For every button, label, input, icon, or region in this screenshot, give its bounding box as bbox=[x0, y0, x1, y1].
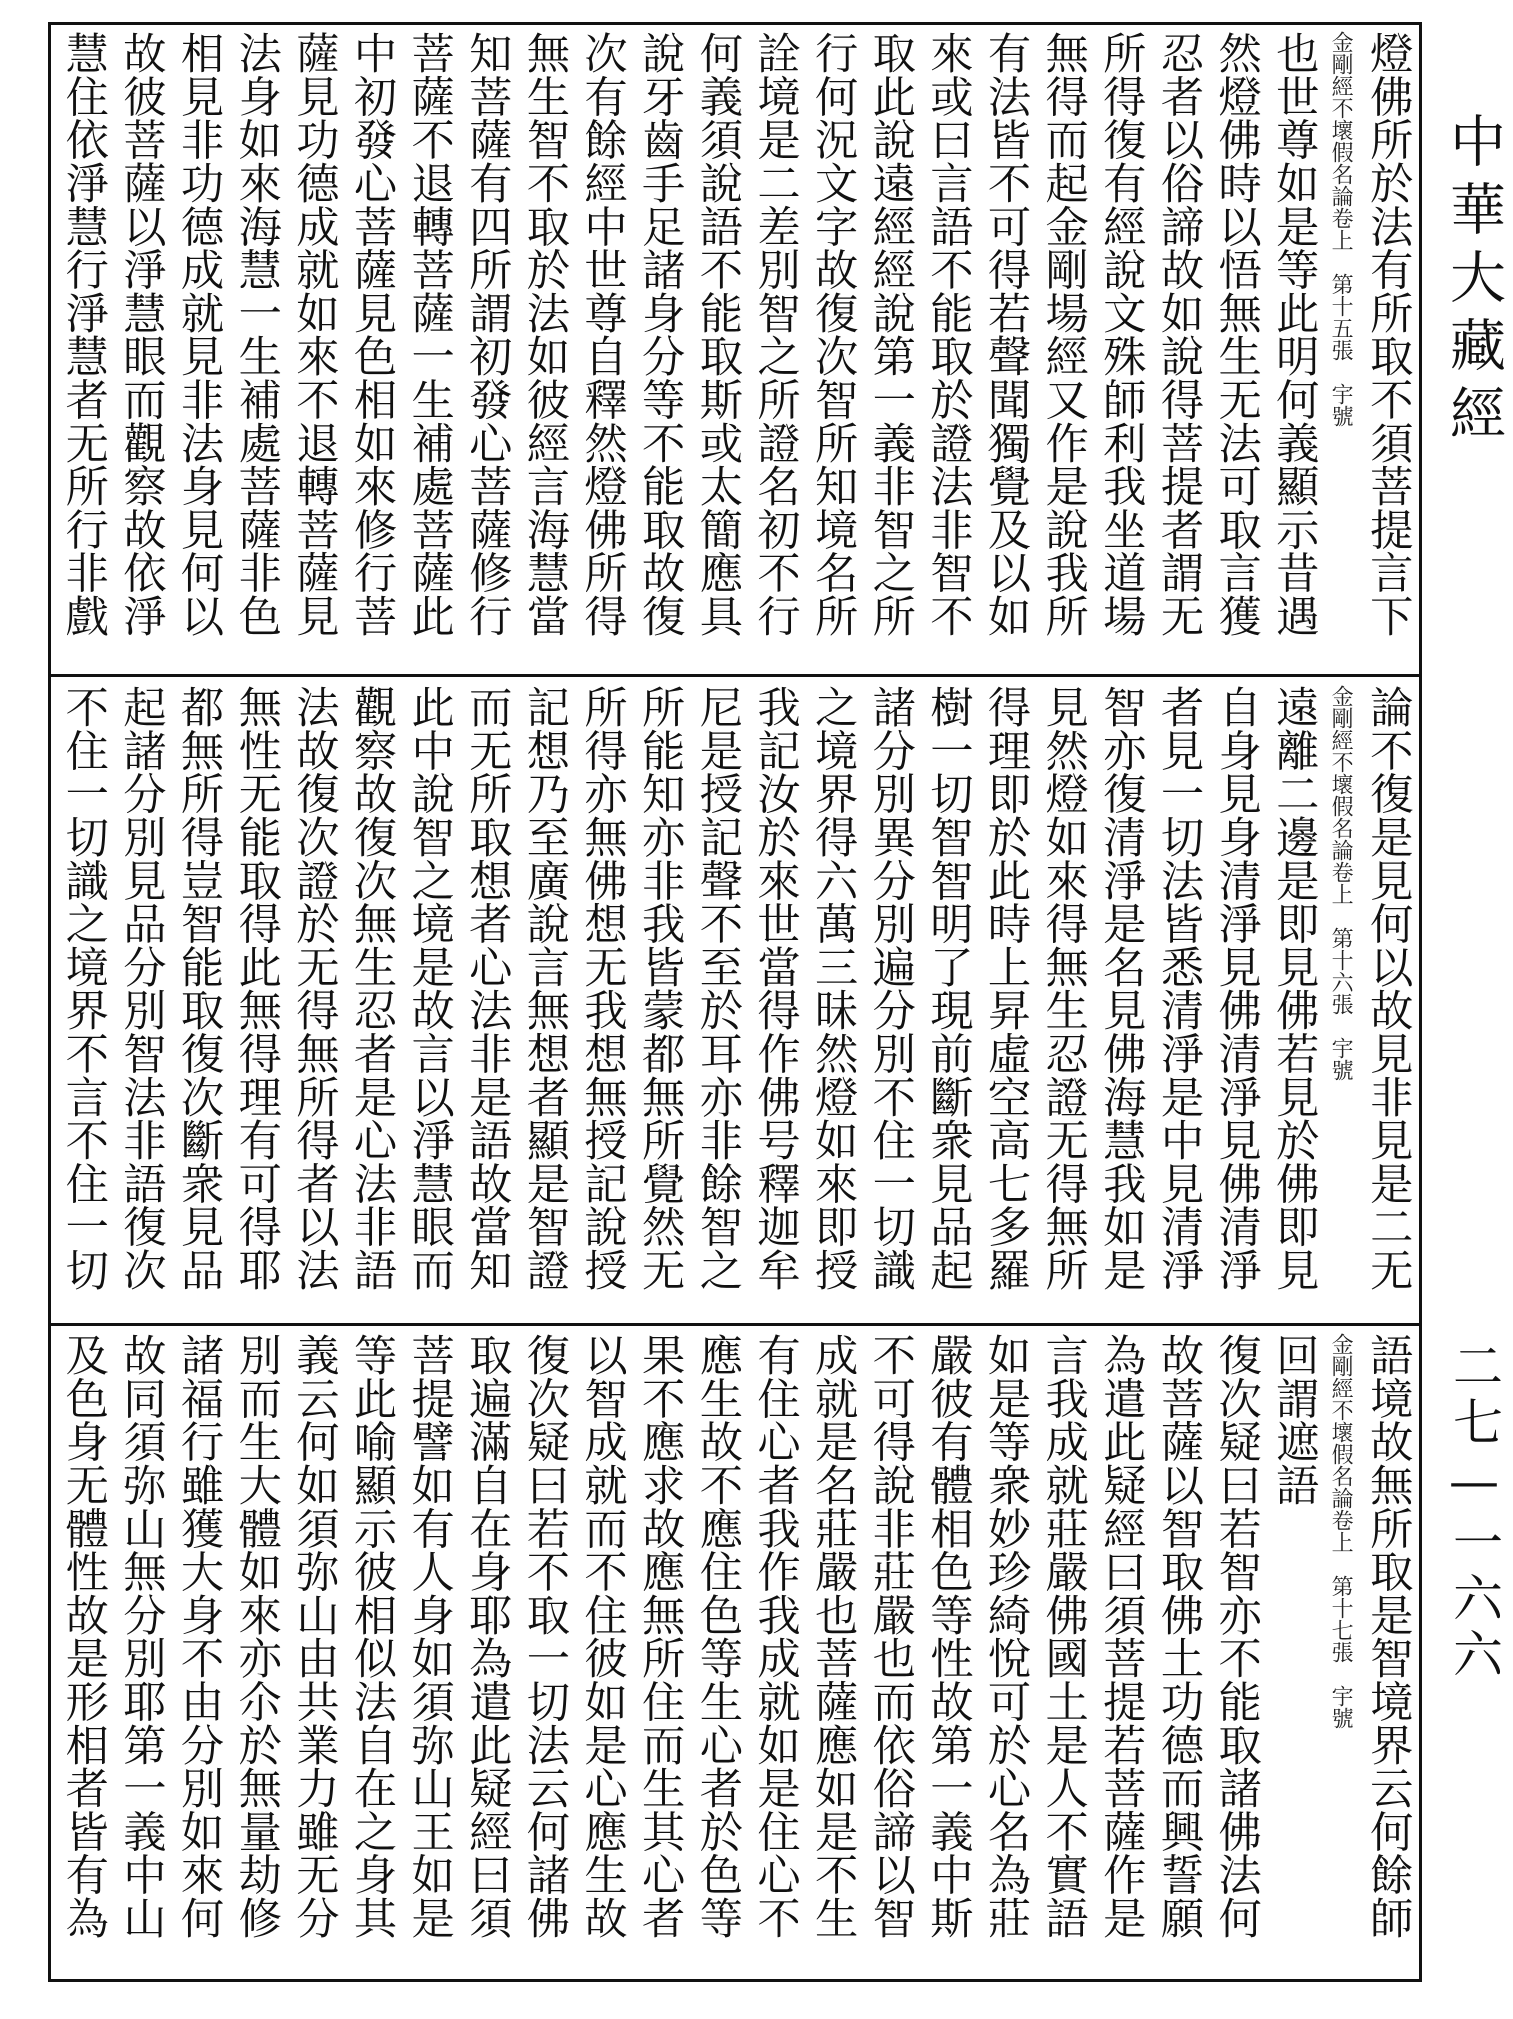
block-header: 金剛經不壞假名論卷上 第十七張 宇號 bbox=[1328, 1333, 1354, 1729]
text-column: 者見一切法皆悉清淨是中見清淨 bbox=[1153, 685, 1204, 1292]
page-number: 二七—一六六 bbox=[1445, 1340, 1503, 1684]
text-column: 記想乃至廣說言無想者顯是智證 bbox=[519, 685, 570, 1292]
text-column: 次有餘經中世尊自釋然燈佛所得 bbox=[577, 31, 628, 638]
text-column: 中初發心菩薩見色相如來修行菩 bbox=[346, 31, 397, 638]
text-column: 如是等衆妙珍綺悅可於心名為莊 bbox=[980, 1333, 1031, 1940]
text-column: 此中說智之境是故言以淨慧眼而 bbox=[404, 685, 455, 1292]
text-column: 所得亦無佛想无我想無授記說授 bbox=[577, 685, 628, 1292]
text-column: 之境界得六萬三昧然燈如來即授 bbox=[807, 685, 858, 1292]
text-column: 故同須弥山無分別耶第一義中山 bbox=[115, 1333, 166, 1940]
text-column: 為遣此疑經曰須菩提若菩薩作是 bbox=[1095, 1333, 1146, 1940]
register-divider-1 bbox=[51, 674, 1419, 677]
text-column: 詮境是二差別智之所證名初不行 bbox=[749, 31, 800, 638]
lower-register bbox=[51, 1333, 1419, 1973]
text-column: 有法皆不可得若聲聞獨覺及以如 bbox=[980, 31, 1031, 638]
text-column: 來或曰言語不能取於證法非智不 bbox=[922, 31, 973, 638]
text-column: 菩薩不退轉菩薩一生補處菩薩此 bbox=[404, 31, 455, 638]
text-column: 遠離二邊是即見佛若見於佛即見 bbox=[1268, 685, 1319, 1292]
text-column: 諸分別異分別遍分別不住一切識 bbox=[865, 685, 916, 1292]
text-column: 故菩薩以智取佛土功德而興誓願 bbox=[1153, 1333, 1204, 1940]
upper-register bbox=[51, 31, 1419, 671]
text-column: 取遍滿自在身耶為遣此疑經曰須 bbox=[461, 1333, 512, 1940]
text-column: 菩提譬如有人身如須弥山王如是 bbox=[404, 1333, 455, 1940]
text-column: 應生故不應住色等生心者於色等 bbox=[692, 1333, 743, 1940]
text-column: 也世尊如是等此明何義顯示昔遇 bbox=[1268, 31, 1319, 638]
text-column: 慧住依淨慧行淨慧者无所行非戲 bbox=[58, 31, 109, 638]
text-column: 樹一切智智明了現前斷衆見品起 bbox=[922, 685, 973, 1292]
text-column: 無性无能取得此無得理有可得耶 bbox=[231, 685, 282, 1292]
text-column: 等此喻顯示彼相似法自在之身其 bbox=[346, 1333, 397, 1940]
text-column: 說牙齒手足諸身分等不能取故復 bbox=[634, 31, 685, 638]
text-column: 諸福行雖獲大身不由分別如來何 bbox=[173, 1333, 224, 1940]
text-column: 果不應求故應無所住而生其心者 bbox=[634, 1333, 685, 1940]
text-column: 薩見功德成就如來不退轉菩薩見 bbox=[288, 31, 339, 638]
text-column: 及色身无體性故是形相者皆有為 bbox=[58, 1333, 109, 1940]
text-column: 語境故無所取是智境界云何餘師 bbox=[1362, 1333, 1413, 1940]
text-column: 然燈佛時以悟無生无法可取言獲 bbox=[1211, 31, 1262, 638]
middle-register bbox=[51, 685, 1419, 1317]
text-column: 忍者以俗諦故如說得菩提者謂无 bbox=[1153, 31, 1204, 638]
text-column: 有住心者我作我成就如是住心不 bbox=[749, 1333, 800, 1940]
text-column: 成就是名莊嚴也菩薩應如是不生 bbox=[807, 1333, 858, 1940]
text-column: 別而生大體如來亦尒於無量劫修 bbox=[231, 1333, 282, 1940]
text-column: 燈佛所於法有所取不須菩提言下 bbox=[1362, 31, 1413, 638]
block-header: 金剛經不壞假名論卷上 第十六張 宇號 bbox=[1328, 685, 1354, 1081]
text-column: 所得復有經說文殊師利我坐道場 bbox=[1095, 31, 1146, 638]
text-column: 見然燈如來得無生忍證无得無所 bbox=[1038, 685, 1089, 1292]
text-column: 知菩薩有四所謂初發心菩薩修行 bbox=[461, 31, 512, 638]
text-column: 都無所得豈智能取復次斷衆見品 bbox=[173, 685, 224, 1292]
text-column: 以智成就而不住彼如是心應生故 bbox=[577, 1333, 628, 1940]
text-column: 義云何如須弥山由共業力雖无分 bbox=[288, 1333, 339, 1940]
text-column: 故彼菩薩以淨慧眼而觀察故依淨 bbox=[115, 31, 166, 638]
text-column: 自身見身清淨見佛清淨見佛清淨 bbox=[1211, 685, 1262, 1292]
text-column: 法故復次證於无得無所得者以法 bbox=[288, 685, 339, 1292]
text-column: 言我成就莊嚴佛國土是人不實語 bbox=[1038, 1333, 1089, 1940]
text-column: 而无所取想者心法非是語故當知 bbox=[461, 685, 512, 1292]
text-column: 觀察故復次無生忍者是心法非語 bbox=[346, 685, 397, 1292]
collection-title: 中華大藏經 bbox=[1441, 112, 1506, 452]
text-column: 智亦復清淨是名見佛海慧我如是 bbox=[1095, 685, 1146, 1292]
text-column: 所能知亦非我皆蒙都無所覺然无 bbox=[634, 685, 685, 1292]
text-column: 行何況文字故復次智所知境名所 bbox=[807, 31, 858, 638]
text-column: 我記汝於來世當得作佛号釋迦牟 bbox=[749, 685, 800, 1292]
register-divider-2 bbox=[51, 1323, 1419, 1326]
text-column: 回謂遮語 bbox=[1268, 1333, 1319, 1507]
text-column: 復次疑曰若不取一切法云何諸佛 bbox=[519, 1333, 570, 1940]
scripture-frame bbox=[48, 22, 1422, 1982]
text-column: 不住一切識之境界不言不住一切 bbox=[58, 685, 109, 1292]
text-column: 法身如來海慧一生補處菩薩非色 bbox=[231, 31, 282, 638]
text-column: 復次疑曰若智亦不能取諸佛法何 bbox=[1211, 1333, 1262, 1940]
text-column: 何義須說語不能取斯或太簡應具 bbox=[692, 31, 743, 638]
block-header: 金剛經不壞假名論卷上 第十五張 宇號 bbox=[1328, 31, 1354, 427]
text-column: 取此說遠經經說第一義非智之所 bbox=[865, 31, 916, 638]
text-column: 不可得說非莊嚴也而依俗諦以智 bbox=[865, 1333, 916, 1940]
text-column: 相見非功德成就見非法身見何以 bbox=[173, 31, 224, 638]
text-column: 無得而起金剛場經又作是說我所 bbox=[1038, 31, 1089, 638]
text-column: 尼是授記聲不至於耳亦非餘智之 bbox=[692, 685, 743, 1292]
text-column: 嚴彼有體相色等性故第一義中斯 bbox=[922, 1333, 973, 1940]
text-column: 論不復是見何以故見非見是二无 bbox=[1362, 685, 1413, 1292]
text-column: 起諸分別見品分別智法非語復次 bbox=[115, 685, 166, 1292]
text-column: 得理即於此時上昇虛空高七多羅 bbox=[980, 685, 1031, 1292]
text-column: 無生智不取於法如彼經言海慧當 bbox=[519, 31, 570, 638]
